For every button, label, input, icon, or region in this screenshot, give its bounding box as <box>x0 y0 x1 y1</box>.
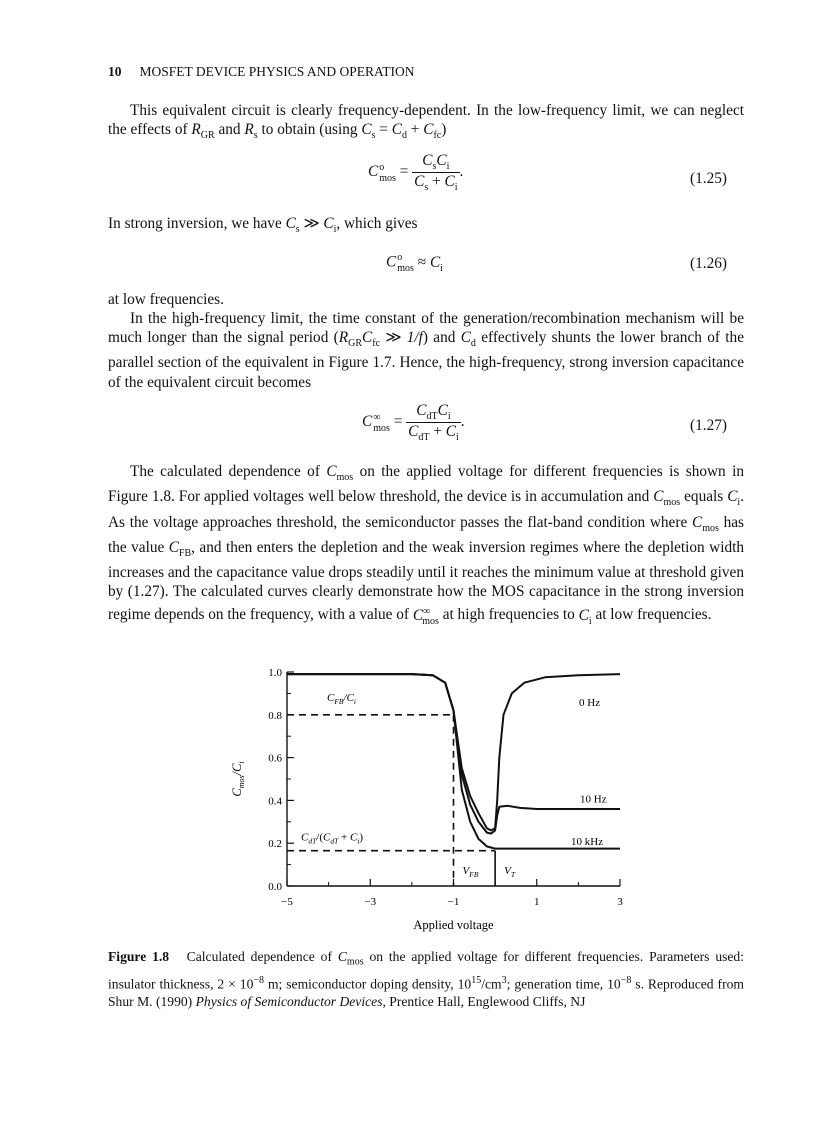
y-axis-label: $C_{mos}/C_i$ <box>230 761 246 797</box>
marker-label-vfb: $V_{FB}$ <box>462 865 479 879</box>
math-cmos-2: $C_{mos}$ <box>653 488 681 509</box>
equation-number-1-26: (1.26) <box>690 255 727 272</box>
p1-text-d: ) <box>441 121 447 139</box>
x-tick-label: −5 <box>281 896 293 908</box>
figure-caption <box>108 948 744 1011</box>
caption-text-1: Calculated dependence of <box>186 949 332 964</box>
p5-text-e: has the value <box>108 513 745 556</box>
paragraph-3 <box>108 290 744 309</box>
paragraph-2 <box>108 214 744 239</box>
equation-number-1-27: (1.27) <box>690 417 727 434</box>
math-ci-1: $C_i$ <box>727 488 741 509</box>
running-header <box>108 64 415 80</box>
math-cmos-inf: $C^\infty_{mos}$ <box>412 605 439 627</box>
series-label: 10 Hz <box>580 793 607 806</box>
p5-text-h: at low frequencies. <box>595 606 712 624</box>
caption-text-3: m; semiconductor doping density, 10 <box>267 976 472 992</box>
caption-exp-3: 3 <box>501 974 507 986</box>
caption-book-title: Physics of Semiconductor Devices <box>195 994 383 1010</box>
p2-text-a: In strong inversion, we have <box>108 215 282 232</box>
math-rgr: $R_{GR}$ <box>191 121 215 142</box>
equation-1-25: C o mos = $\frac{C_sC_i}{C_s + C_i}$ . <box>368 152 464 194</box>
figure-1-8-chart <box>220 660 640 935</box>
math-rgr-cfc: $R_{GR}C_{fc}$ ≫ 1/f <box>338 329 423 350</box>
y-tick-label: 0.8 <box>268 709 282 722</box>
y-tick-label: 0.0 <box>268 881 282 893</box>
x-tick-label: −1 <box>447 896 460 908</box>
p5-text-a: The calculated dependence of <box>130 463 320 480</box>
x-axis-label: Applied voltage <box>413 918 494 932</box>
caption-exp-4: −8 <box>620 974 632 986</box>
p4-text-b: ) and <box>422 329 456 347</box>
paragraph-1 <box>108 101 744 145</box>
p5-text-g: at high frequencies to <box>442 606 575 624</box>
series-label: 10 kHz <box>571 836 604 849</box>
marker-label-vt: $V_T$ <box>504 865 516 879</box>
p2-text-b: , which gives <box>336 215 418 232</box>
math-cmos-3: $C_{mos}$ <box>691 513 719 534</box>
p4-text-c: effectively shunts the lower branch of the parallel section of the equivalent in Figure 1.7. Hence, the high-frequency, strong inversion capacitance of the equivalent circuit becomes <box>108 329 744 391</box>
equation-number-1-25: (1.25) <box>690 170 727 187</box>
equation-1-26: C o mos ≈ $C_i$ <box>386 252 443 274</box>
y-tick-label: 1.0 <box>268 667 282 679</box>
paragraph-5 <box>108 462 744 631</box>
caption-text-2: on the applied voltage for different frequencies. Parameters used: insulator thickness, 2 × 10 <box>108 949 745 992</box>
p5-text-f: , and then enters the depletion and the weak inversion regimes where the depletion width increases and the capacitance value drops steadily until it reaches the minimum value at threshold given by (1.27). The calculated curves clearly demonstrate how the MOS capacitance in the strong inversion regime depends on the frequency, with a value of <box>108 538 744 624</box>
p1-text-c: to obtain (using <box>261 121 358 139</box>
math-cmos-1: $C_{mos}$ <box>326 463 354 484</box>
paragraph-4 <box>108 309 744 392</box>
running-title: MOSFET DEVICE PHYSICS AND OPERATION <box>139 64 415 79</box>
math-rs: $R_s$ <box>244 121 258 142</box>
caption-text-4: /cm <box>481 976 502 992</box>
y-tick-label: 0.4 <box>268 795 282 808</box>
p1-text-b: and <box>218 121 241 139</box>
series-label: 0 Hz <box>579 696 601 709</box>
math-cd: $C_d$ <box>460 329 476 350</box>
y-tick-label: 0.6 <box>268 752 282 765</box>
page-number: 10 <box>108 64 122 79</box>
caption-label: Figure 1.8 <box>108 949 170 964</box>
math-ci-2: $C_i$ <box>578 606 592 627</box>
p1-text-a: This equivalent circuit is clearly frequency-dependent. In the low-frequency limit, we can neglect the effects of <box>108 102 744 139</box>
x-tick-label: 3 <box>617 896 623 908</box>
caption-exp-2: 15 <box>471 974 482 986</box>
caption-text-7: , Prentice Hall, Englewood Cliffs, NJ <box>382 994 586 1010</box>
p3-text: at low frequencies. <box>108 291 224 308</box>
math-cs-gg-ci: $C_s$ ≫ $C_i$ <box>285 215 337 236</box>
p5-text-c: equals <box>684 488 724 506</box>
caption-text-6: s. Reproduced from Shur M. (1990) <box>108 976 744 1010</box>
caption-text-5: ; generation time, 10 <box>506 976 621 992</box>
ref-label-cdt: $C_{dT}/(C_{dT} + C_i)$ <box>301 831 364 846</box>
caption-math-cmos: $C_{mos}$ <box>337 949 364 968</box>
caption-exp-1: −8 <box>253 974 265 986</box>
p4-text-a: In the high-frequency limit, the time constant of the generation/recombination mechanism will be much longer than the signal period ( <box>108 310 744 347</box>
p5-text-d: . As the voltage approaches threshold, the semiconductor passes the flat-band condition where <box>108 488 745 531</box>
math-cs-relation: $C_s = C_d + C_{fc}$ <box>361 121 442 142</box>
y-tick-label: 0.2 <box>268 838 282 851</box>
math-cfb: $C_{FB}$ <box>168 538 192 559</box>
ref-label-cfb: $C_{FB}/C_i$ <box>327 691 357 706</box>
p5-text-b: on the applied voltage for different frequencies is shown in Figure 1.8. For applied voltages well below threshold, the device is in accumulation and <box>108 463 745 506</box>
chart-axes <box>230 667 623 932</box>
x-tick-label: −3 <box>364 896 377 908</box>
equation-1-27: C ∞ mos = $\frac{C_{dT}C_i}{C_{dT} + C_i}$ . <box>362 402 465 444</box>
x-tick-label: 1 <box>534 896 540 908</box>
